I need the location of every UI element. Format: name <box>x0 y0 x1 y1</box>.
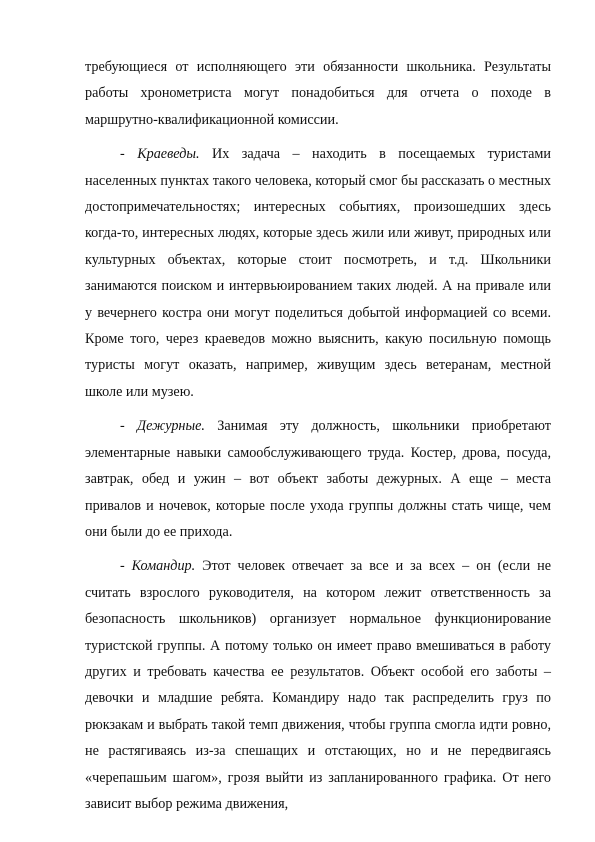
paragraph-continuation <box>85 54 551 133</box>
paragraph-text: Их задача – находить в посещаемых туристами населенных пунктах такого человека, который смог бы рассказать о местных достопримечательностях; интересных событиях, произошедших здесь когда-то, интересных людях, которые здесь жили или живут, природных или культурных объектах, которые стоит посмотреть, и т.д. Школьники занимаются поиском и интервьюированием таких людей. А на привале или у вечернего костра они могут поделиться добытой информацией со всеми. Кроме того, через краеведов можно выяснить, какую посильную помощь туристы могут оказать, например, живущим здесь ветеранам, местной школе или музею. <box>85 146 551 400</box>
document-page <box>85 54 551 817</box>
paragraph-text: Занимая эту должность, школьники приобретают элементарные навыки самообслуживающего труда. Костер, дрова, посуда, завтрак, обед и ужин – вот объект заботы дежурных. А еще – места привалов и ночевок, которые после ухода группы должны стать чище, чем они были до ее прихода. <box>85 418 551 540</box>
list-dash: - <box>120 418 138 435</box>
paragraph-kraevedy <box>85 141 551 405</box>
paragraph-komandir <box>85 553 551 817</box>
paragraph-text: требующиеся от исполняющего эти обязанности школьника. Результаты работы хронометриста могут понадобиться для отчета о походе в маршрутно-квалификационной комиссии. <box>85 59 551 128</box>
paragraph-text: Этот человек отвечает за все и за всех – он (если не считать взрослого руководителя, на котором лежит ответственность за безопасность школьников) организует нормальное функционирование туристской группы. А потому только он имеет право вмешиваться в работу других и требовать качества ее результатов. Объект особой его заботы – девочки и младшие ребята. Командиру надо так распределить груз по рюкзакам и выбрать такой темп движения, чтобы группа смогла идти ровно, не растягиваясь из-за спешащих и отстающих, но и не передвигаясь «черепашьим шагом», грозя выйти из запланированного графика. От него зависит выбор режима движения, <box>85 558 551 812</box>
role-term: Краеведы. <box>137 146 200 163</box>
list-dash: - <box>120 146 138 163</box>
role-term: Командир. <box>131 558 196 575</box>
paragraph-dezhurnye <box>85 413 551 545</box>
list-dash: - <box>120 558 132 575</box>
role-term: Дежурные. <box>137 418 205 435</box>
